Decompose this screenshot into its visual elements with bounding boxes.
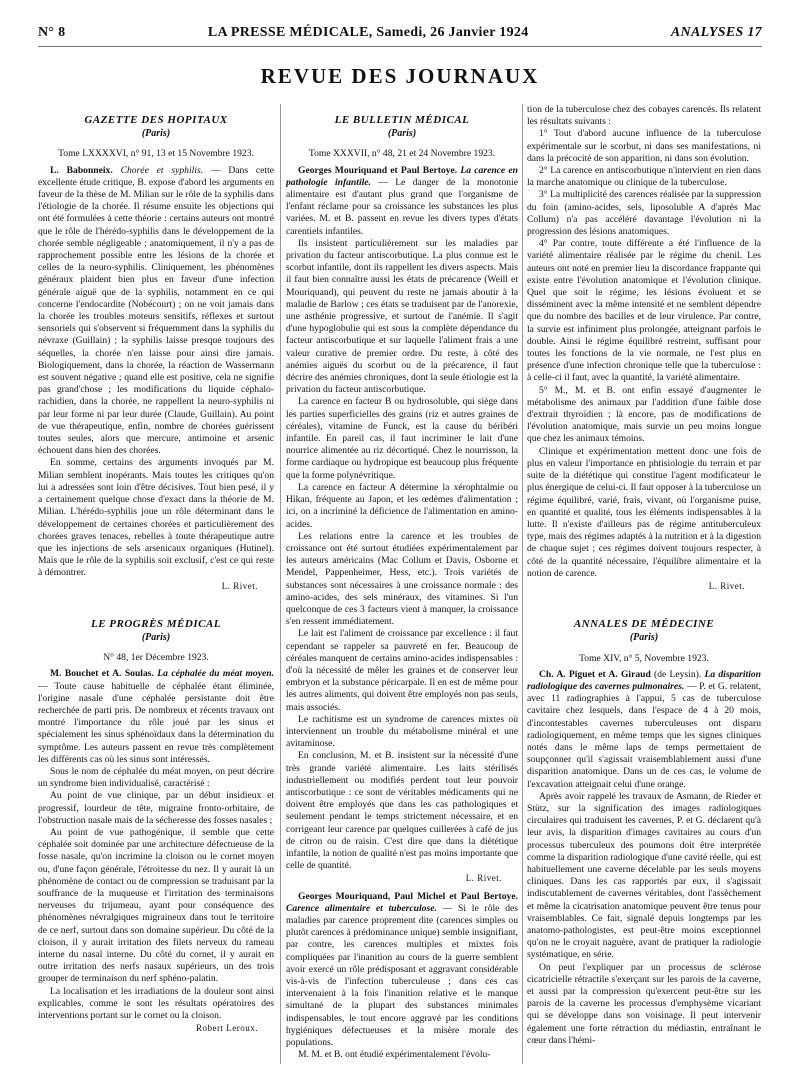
article-paragraph: 2° La carence en antiscorbutique n'intervient en rien dans la marche anatomique ou clinique de la tuberculose.: [527, 165, 761, 189]
column-1: [38, 104, 274, 1074]
article-text: — Toute cause habituelle de céphalée étant éliminée, l'origine nasale d'une céphalée persistante doit être recherchée de parti pris. De nombreux et récents travaux ont montré l'importance du rôle joué par les sinus et spécialement les sinus sphénoïdaux dans la détermination du symptôme. Les auteurs passent en revue très complètement les différents cas où les sinus sont intéressés.: [38, 680, 274, 765]
journal-city: (Paris): [387, 128, 417, 140]
article-signature: L. Rivet.: [221, 580, 258, 591]
article-paragraph: [527, 669, 761, 791]
article-paragraph: [286, 165, 518, 238]
article-author: L. Babonneix.: [50, 164, 113, 176]
column-divider: [522, 104, 523, 1064]
journal-issue: Tome XXXVII, n° 48, 21 et 24 Novembre 1923.: [308, 148, 496, 160]
journal-issue: Tome XIV, n° 5, Novembre 1923.: [579, 652, 709, 664]
journal-city: (Paris): [141, 128, 171, 140]
journal-name: ANNALES DE MÉDECINE: [573, 618, 715, 631]
article-paragraph: Le lait est l'aliment de croissance par excellence : il faut cependant se rappeler sa pauvreté en fer. Beaucoup de céréales manquent de certains amino-acides indispensables : d'où la nécessité de mêler les graines et de conserver leur embryon et la substance péricarpale. Il en est de même pour les autres aliments, qui doivent être employés non pas seuls, mais associés.: [286, 628, 518, 713]
section-page-label: ANALYSES 17: [670, 25, 762, 40]
article-paragraph: 1° Tout d'abord aucune influence de la tuberculose expérimentale sur le scorbut, ni dans ses manifestations, ni dans la précocité de son apparition, ni dans son évolution.: [527, 128, 761, 164]
article-paragraph: Au point de vue pathogénique, il semble que cette céphalée soit dominée par une architecture défectueuse de la fosse nasale, qu'on incrimine la cloison ou le cornet moyen ou, d'une façon générale, l'étroitesse du nez. Il y aurait là un phénomène de contact ou de compression se traduisant par la souffrance de la muqueuse et l'irritation des terminaisons nerveuses du trijumeau, ayant pour conséquence des phénomènes névralgiques migraineux dans tout le territoire de ce nerf, surtout dans son domaine supérieur. Du côté de la cloison, il y aurait irritation des filets nerveux du rameau interne du nasal interne. Du côté du cornet, il y aurait en outre irritation des nerfs nasaux supérieurs, un des trois grouper de terminaison du nerf sphéno-palatin.: [38, 826, 274, 985]
journal-city: (Paris): [141, 631, 171, 643]
page-title: REVUE DES JOURNAUX: [260, 64, 540, 88]
article-paragraph: La localisation et les irradiations de la douleur sont ainsi explicables, comme le sont les résultats opératoires des interventions portant sur le cornet ou la cloison.: [38, 985, 274, 1022]
article-paragraph: Ils insistent particulièrement sur les maladies par privation du facteur antiscorbutique. La plus connue est le scorbut infantile, dont ils rappellent les divers aspects. Mais il faut bien connaître aussi les états de précarence (Weill et Mouriquand), qui peuvent du reste ne jamais aboutir à la maladie de Barlow ; ces états se traduisent par de l'anorexie, une asthénie progressive, et surtout de l'anémie. Il s'agit d'une hypoglobulie qui est sous la complète dépendance du facteur antiscorbutique et sur laquelle l'aliment frais a une valeur curative de premier ordre. Du reste, à côté des anémies aiguës du scorbut ou de la précarence, il faut décrire des anémies chroniques, dont la seule étiologie est la privation du facteur antiscorbutique.: [286, 237, 518, 396]
article-author: Ch. A. Piguet et A. Giraud: [539, 668, 651, 680]
article-author-note: (de Leysin).: [654, 668, 702, 680]
article-paragraph: Au point de vue clinique, par un début insidieux et progressif, lourdeur de tête, migraine fronto-orbitaire, de l'obstruction nasale mais de la sécheresse des fosses nasales ;: [38, 790, 274, 826]
article-signature: Robert Leroux.: [196, 1023, 258, 1034]
article-paragraph: En conclusion, M. et B. insistent sur la nécessité d'une très grande variété alimentaire. Les laits stérilisés industriellement ou modifiés perdent tout leur pouvoir antiscorbutique : ce sont de véritables médicaments qui ne doivent être employés que dans les cas pathologiques et seulement pendant le temps strictement nécessaire, et en corrigeant leur carence par quelques cuillerées à café de jus de citron ou de raisin. C'est dire que dans la diététique infantile, la notion de qualité n'est pas moins importante que celle de quantité.: [286, 750, 518, 872]
article-title: La disparition radiologique des cavernes pulmonaires.: [527, 668, 761, 692]
article-author: Georges Mouriquand et Paul Bertoye.: [298, 164, 458, 176]
journal-issue: Tome LXXXXVI, n° 91, 13 et 15 Novembre 1923.: [58, 148, 254, 160]
article-paragraph: La carence en facteur A détermine la xérophtalmie ou Hikan, fréquente au Japon, et les œdèmes d'alimentation ; ici, on a incriminé la déficience de l'alimentation en amino-acides.: [286, 481, 518, 530]
article-paragraph: 4° Par contre, toute différente a été l'influence de la variété alimentaire réalisée par le régime du chenil. Les auteurs ont noté en premier lieu la discordance frappante qui existe entre l'évolution anatomique et l'évolution clinique. Quel que soit le régime, les lésions évoluent et se disséminent avec la même intensité et ne semblent dépendre que du nombre des bacilles et de leur virulence. Par contre, la survie est infiniment plus prolongée, atteignant parfois le double. Ainsi le régime équilibré restreint, suffisant pour toutes les fonctions de la vie normale, ne l'est plus en présence d'une infection chronique telle que la tuberculose : à celle-ci il faut, avec la quantité, la variété alimentaire.: [527, 238, 761, 384]
article-paragraph: M. M. et B. ont étudié expérimentalement l'évolu-: [298, 1049, 491, 1061]
article-text: — Si le rôle des maladies par carence proprement dite (carences simples ou plutôt carences à prédominance unique) semble insignifiant, par contre, les carences multiples et mixtes fois compliquées par l'inanition au cours de la guerre semblent avoir exercé un rôle prédisposant et aggravant considérable vis-à-vis de l'infection tuberculeuse ; dans ces cas intervenaient à la fois l'inanition relative et le manque simultané de la plupart des substances minimales indispensables, le tout encore aggravé par les conditions hygiéniques défectueuses et la misère morale des populations.: [286, 902, 518, 1049]
article-paragraph: [38, 165, 274, 458]
article-title: Chorée et syphilis.: [120, 164, 204, 176]
article-paragraph: Clinique et expérimentation mettent donc une fois de plus en valeur l'importance en phtisiologie du terrain et par suite de la diététique qui constitue l'agent modificateur le plus énergique de celui-ci. Il faut opposer à la tuberculose un régime équilibré, varié, frais, vivant, où l'organisme puise, en quantité et qualité, tous les éléments indispensables à la lutte. Il n'existe d'ailleurs pas de régime antituberculeux type, mais des régimes adaptés à la nutrition et à la digestion de chaque sujet ; ces régimes doivent toujours respecter, à côté de la quantité nécessaire, l'équilibre alimentaire et la notion de carence.: [527, 445, 761, 579]
article-paragraph: En somme, certains des arguments invoqués par M. Milian semblent inopérants. Mais toutes les critiques qu'on lui a adressées sont loin d'être décisives. Tout bien pesé, il y a certainement quelque chose d'exact dans la théorie de M. Milian. L'hérédo-syphilis joue un rôle déterminant dans le développement de certaines chorées et particulièrement des chorées graves tenaces, rebelles à toute thérapeutique autre que les injections de sels arsenicaux organiques (Hutinel). Mais que le rôle de la syphilis soit exclusif, c'est ce qui reste à démontrer.: [38, 457, 274, 579]
article-text: — Le danger de la monotonie alimentaire est d'autant plus grand que l'organisme de l'enfant réclame pour sa croissance les substances les plus variées. M. et B. passent en revue les divers types d'états carentiels infantiles.: [286, 176, 518, 237]
article-paragraph: 3° La multiplicité des carences réalisée par la suppression du foin (amino-acides, sels, liposoluble A d'après Mac Collum) n'a pas accéléré davantage l'évolution ni la progression des lésions anatomiques.: [527, 189, 761, 238]
article-paragraph: Sous le nom de céphalée du méat moyen, on peut décrire un syndrome bien individualisé, caractérisé :: [38, 765, 274, 790]
journal-name: LE PROGRÈS MÉDICAL: [90, 617, 222, 630]
article-paragraph: tion de la tuberculose chez des cobayes carencés. Ils relatent les résultats suivants :: [527, 104, 761, 128]
page-header: [38, 22, 762, 47]
article-signature: L. Rivet.: [465, 873, 502, 884]
article-text: — P. et G. relatent, avec 11 radiographies à l'appui, 5 cas de tuberculose cavitaire chez lesquels, dans l'espace de 4 à 20 mois, d'incontestables cavernes tuberculeuses ont disparu radiologiquement, en même temps que les signes cliniques notés dans le même laps de temps permettaient de soupçonner qu'il s'agissait vraisemblablement aussi d'une disparition anatomique. Dans un de ces cas, le volume de l'excavation atteignait celui d'une orange.: [527, 680, 761, 790]
article-text: — Dans cette excellente étude critique, B. expose d'abord les arguments en faveur de la thèse de M. Milian sur le rôle de la syphilis dans l'étiologie de la chorée. Il résume ensuite les objections qui ont été formulées à cette théorie : certains auteurs ont montré que le rôle de l'hérédo-syphilis dans le développement de la chorée semble négligeable ; anatomiquement, il n'y a pas de rapprochement possible entre les lésions de la chorée et celles de la neuro-syphilis. Cliniquement, les phénomènes généraux plaident bien plus en faveur d'une infection générale aiguë que de la syphilis, notamment en ce qui concerne l'endocardite (Nobécourt) ; on ne voit jamais dans la chorée les troubles moteurs sensitifs, réflexes et surtout sensoriels qui s'observent si fréquemment dans la syphilis du névraxe (Guillain) ; la syphilis laisse presque toujours des séquelles, la chorée n'en laisse pour ainsi dire jamais. Biologiquement, dans la chorée, la réaction de Wassermann est souvent négative ; quand elle est positive, cela ne signifie pas grand'chose ; les modifications du liquide céphalo-rachidien, dans la chorée, ne rappellent la neuro-syphilis ni par leur forme ni par leur durée (Claude, Guillain). Au point de vue thérapeutique, enfin, nombre de chorées guérissent toutes seules, alors que mercure, antimoine et arsenic échouent dans bien des chorées.: [38, 164, 274, 457]
column-2: [286, 104, 518, 1074]
article-paragraph: [286, 891, 518, 1050]
journal-name: GAZETTE DES HOPITAUX: [84, 114, 228, 126]
journal-city: (Paris): [629, 632, 659, 644]
article-paragraph: Le rachitisme est un syndrome de carences mixtes où interviennent un trouble du métabolisme minéral et une avitaminose.: [286, 713, 518, 750]
article-paragraph: 5° M., M. et B. ont enfin essayé d'augmenter le métabolisme des animaux par l'addition d'une faible dose d'extrait thyroïdien ; là encore, pas de modifications de l'évolution anatomique, mais survie un peu moins longue que chez les animaux témoins.: [527, 384, 761, 445]
article-signature: L. Rivet.: [708, 580, 745, 591]
article-paragraph: Les relations entre la carence et les troubles de croissance ont été surtout étudiées expérimentalement par les auteurs américains (Mac Collum et Davis, Osborne et Mendel, Pappenheimer, Hess, etc.). Trois variétés de substances sont nécessaires à une croissance normale : des amino-acides, des sels minéraux, des vitamines. Si l'un quelconque de ces 3 facteurs vient à manquer, la croissance s'en ressent immédiatement.: [286, 530, 518, 628]
journal-name: LE BULLETIN MÉDICAL: [334, 114, 470, 126]
journal-dateline: LA PRESSE MÉDICALE, Samedi, 26 Janvier 1924: [207, 25, 529, 40]
article-paragraph: [38, 668, 274, 766]
column-3: [527, 104, 761, 1074]
article-paragraph: La carence en facteur B ou hydrosoluble, qui siège dans les parties superficielles des grains (riz et autres graines de céréales), vitamine de Funck, est la cause du béribéri infantile. En pareil cas, il faut incriminer le lait d'une nourrice alimentée au riz décortiqué. Chez le nourrisson, la forme cardiaque ou hydropique est beaucoup plus fréquente que la forme polynévritique.: [286, 396, 518, 481]
article-title: Carence alimentaire et tuberculose.: [286, 902, 437, 914]
journal-issue: N° 48, 1er Décembre 1923.: [103, 652, 209, 664]
article-title: La céphalée du méat moyen.: [157, 668, 274, 680]
article-author: M. Bouchet et A. Soulas.: [50, 668, 154, 680]
article-author: Georges Mouriquand, Paul Michel et Paul Bertoye.: [298, 890, 518, 902]
issue-number: N° 8: [38, 25, 66, 40]
column-divider: [280, 104, 281, 1064]
article-paragraph: On peut l'expliquer par un processus de sclérose cicatricielle rétractile s'exerçant sur les parois de la caverne, et aussi par la compression qu'exercent peut-être sur les parois de la caverne les processus d'emphysème vicariant qui se développe dans son voisinage. Il peut intervenir également une forte rétraction du médiastin, entraînant le cœur dans l'hémi-: [527, 961, 761, 1046]
article-title: La carence en pathologie infantile.: [286, 164, 518, 188]
article-paragraph: Après avoir rappelé les travaux de Asmann, de Rieder et Stütz, sur la signification des images radiologiques circulaires qui traduisent les cavernes, P. et G. déclarent qu'à leur avis, la disparition d'images cavitaires au cours d'un processus tuberculeux des poumons doit être interprétée comme la disparition radiologique d'une cavité réelle, qui est habituellement une caverne décelable par les seuls moyens cliniques. Dans les cas rapportés par eux, il s'agissait indiscutablement de cavernes véritables, dont l'assèchement et même la cicatrisation anatomique peuvent être tenus pour vraisemblables. Ce fait, signalé depuis longtemps par les anatomo-pathologistes, est peut-être moins exceptionnel qu'on ne le croyait naguère, avant de pratiquer la radiologie systématique, en série.: [527, 790, 761, 961]
